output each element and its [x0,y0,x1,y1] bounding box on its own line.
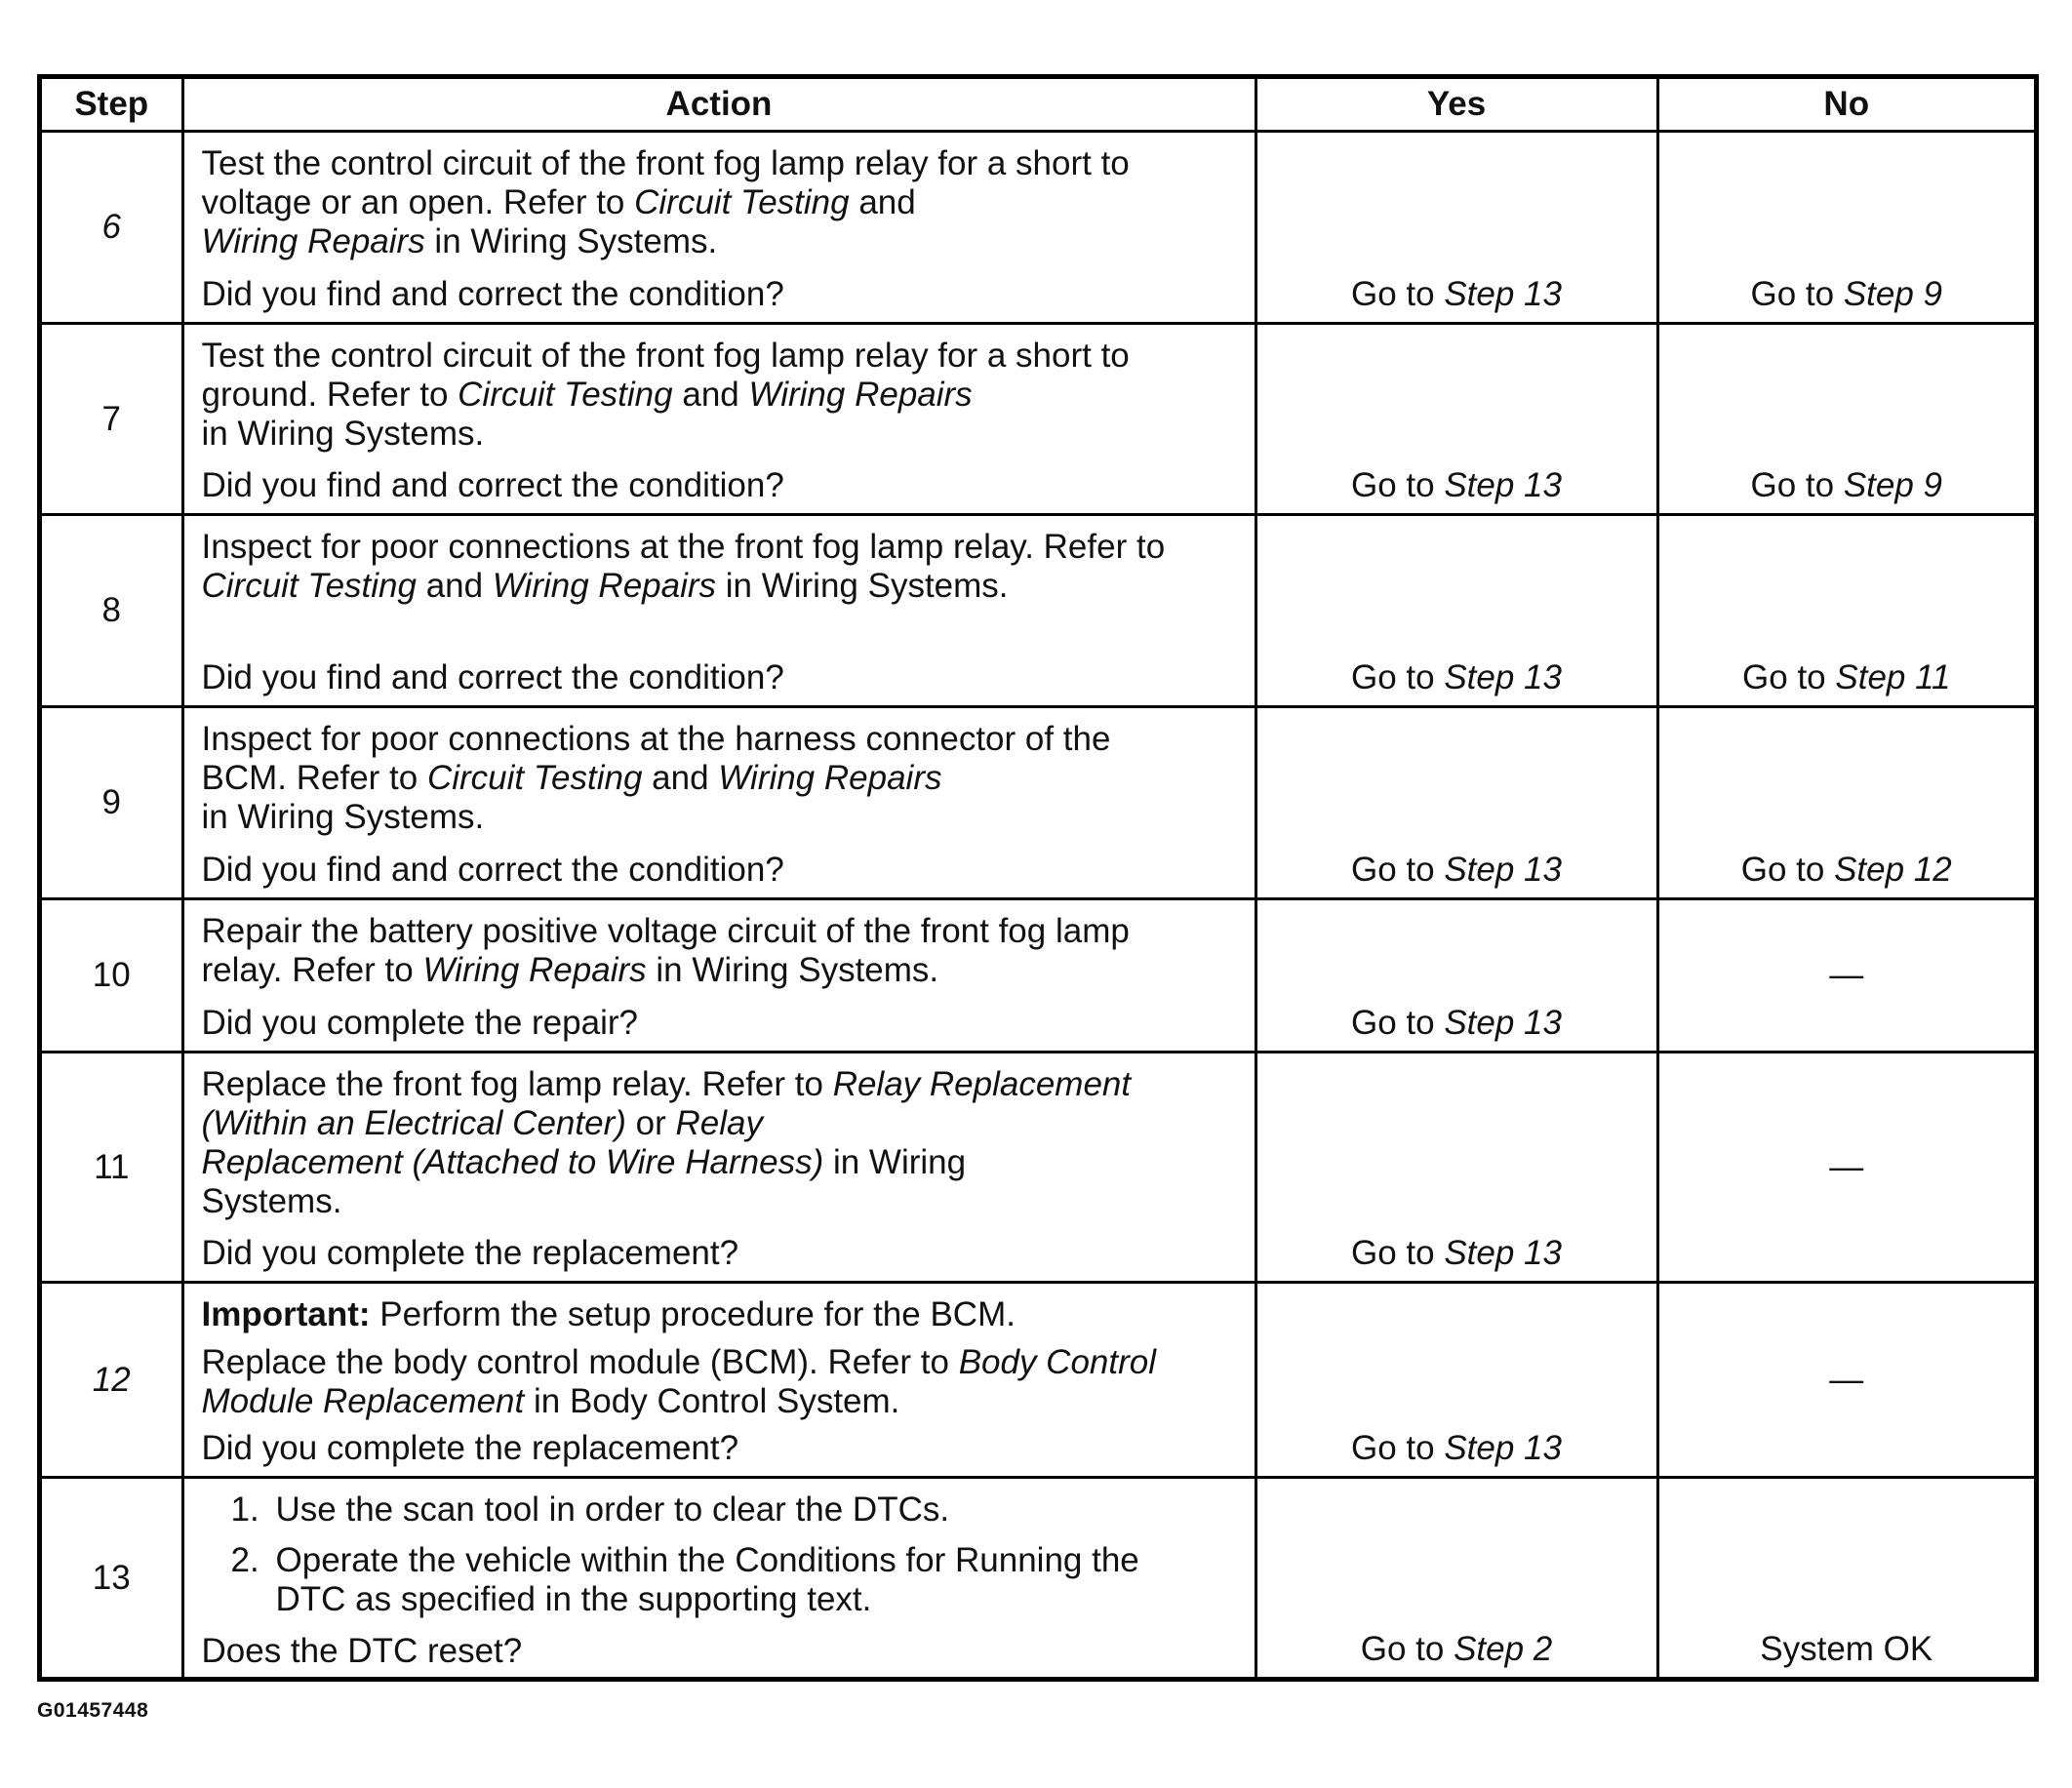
no-cell: System OK [1657,1478,2034,1678]
action-text: Inspect for poor connections at the harness connector of the BCM. Refer to Circuit Testing and Wiring Repairs in Wiring Systems. [201,720,1111,836]
step-number: 13 [42,1478,182,1678]
no-cell: — [1657,899,2034,1053]
header-step: Step [42,79,182,132]
action-cell [182,1478,1255,1678]
action-text: Replace the front fog lamp relay. Refer to Relay Replacement (Within an Electrical Center) or Relay Replacement (Attached to Wire Harness) in Wiring Systems. [201,1065,1132,1220]
action-question: Does the DTC reset? [201,1632,523,1670]
action-cell [182,899,1255,1053]
no-cell: Go to Step 9 [1657,132,2034,324]
no-cell: — [1657,1283,2034,1478]
header-action: Action [182,79,1255,132]
table-row [42,1283,2034,1478]
step-number: 6 [42,132,182,324]
action-cell [182,324,1255,515]
yes-cell: Go to Step 2 [1255,1478,1657,1678]
step-number: 10 [42,899,182,1053]
table-row [42,1478,2034,1678]
yes-cell: Go to Step 13 [1255,515,1657,707]
action-question: Did you complete the repair? [201,1004,638,1042]
header-row [42,79,2034,132]
step-number: 7 [42,324,182,515]
step-number: 11 [42,1053,182,1283]
yes-cell: Go to Step 13 [1255,899,1657,1053]
step-number: 8 [42,515,182,707]
table-row [42,324,2034,515]
yes-cell: Go to Step 13 [1255,1283,1657,1478]
no-cell: Go to Step 9 [1657,324,2034,515]
action-question: Did you complete the replacement? [201,1429,739,1467]
action-text: Test the control circuit of the front fog lamp relay for a short to ground. Refer to Circuit Testing and Wiring Repairs in Wiring Systems. [201,337,1130,453]
list-item: 2. Operate the vehicle within the Conditions for Running the DTC as specified in the supporting text. [230,1541,1139,1618]
yes-cell: Go to Step 13 [1255,707,1657,899]
action-question: Did you find and correct the condition? [201,275,784,313]
action-cell [182,132,1255,324]
action-question: Did you find and correct the condition? [201,466,784,504]
action-cell [182,1283,1255,1478]
instruction-list [202,1490,1237,1619]
action-text: Repair the battery positive voltage circuit of the front fog lamp relay. Refer to Wiring Repairs in Wiring Systems. [201,912,1130,989]
table-row [42,899,2034,1053]
action-text: Replace the body control module (BCM). Refer to Body Control Module Replacement in Body Control System. [201,1342,1157,1420]
yes-cell: Go to Step 13 [1255,1053,1657,1283]
no-cell: Go to Step 11 [1657,515,2034,707]
table-row [42,707,2034,899]
table-row [42,1053,2034,1283]
important-note: Important: Perform the setup procedure for the BCM. [201,1295,1016,1333]
no-cell: Go to Step 12 [1657,707,2034,899]
no-cell: — [1657,1053,2034,1283]
diagnostic-table [42,79,2034,1677]
action-text: Test the control circuit of the front fog lamp relay for a short to voltage or an open. Refer to Circuit Testing and Wiring Repairs in Wiring Systems. [201,144,1130,260]
action-text: Inspect for poor connections at the front fog lamp relay. Refer to Circuit Testing and Wiring Repairs in Wiring Systems. [201,528,1166,605]
step-number: 12 [42,1283,182,1478]
yes-cell: Go to Step 13 [1255,132,1657,324]
list-item: 1. Use the scan tool in order to clear the DTCs. [230,1490,950,1529]
figure-code: G01457448 [37,1699,149,1722]
action-question: Did you find and correct the condition? [201,851,784,889]
action-cell [182,1053,1255,1283]
table-row [42,515,2034,707]
yes-cell: Go to Step 13 [1255,324,1657,515]
table-row [42,132,2034,324]
action-question: Did you find and correct the condition? [201,658,784,696]
diagnostic-table-frame [37,74,2039,1682]
step-number: 9 [42,707,182,899]
header-yes: Yes [1255,79,1657,132]
header-no: No [1657,79,2034,132]
action-cell [182,707,1255,899]
action-question: Did you complete the replacement? [201,1234,739,1272]
action-cell [182,515,1255,707]
